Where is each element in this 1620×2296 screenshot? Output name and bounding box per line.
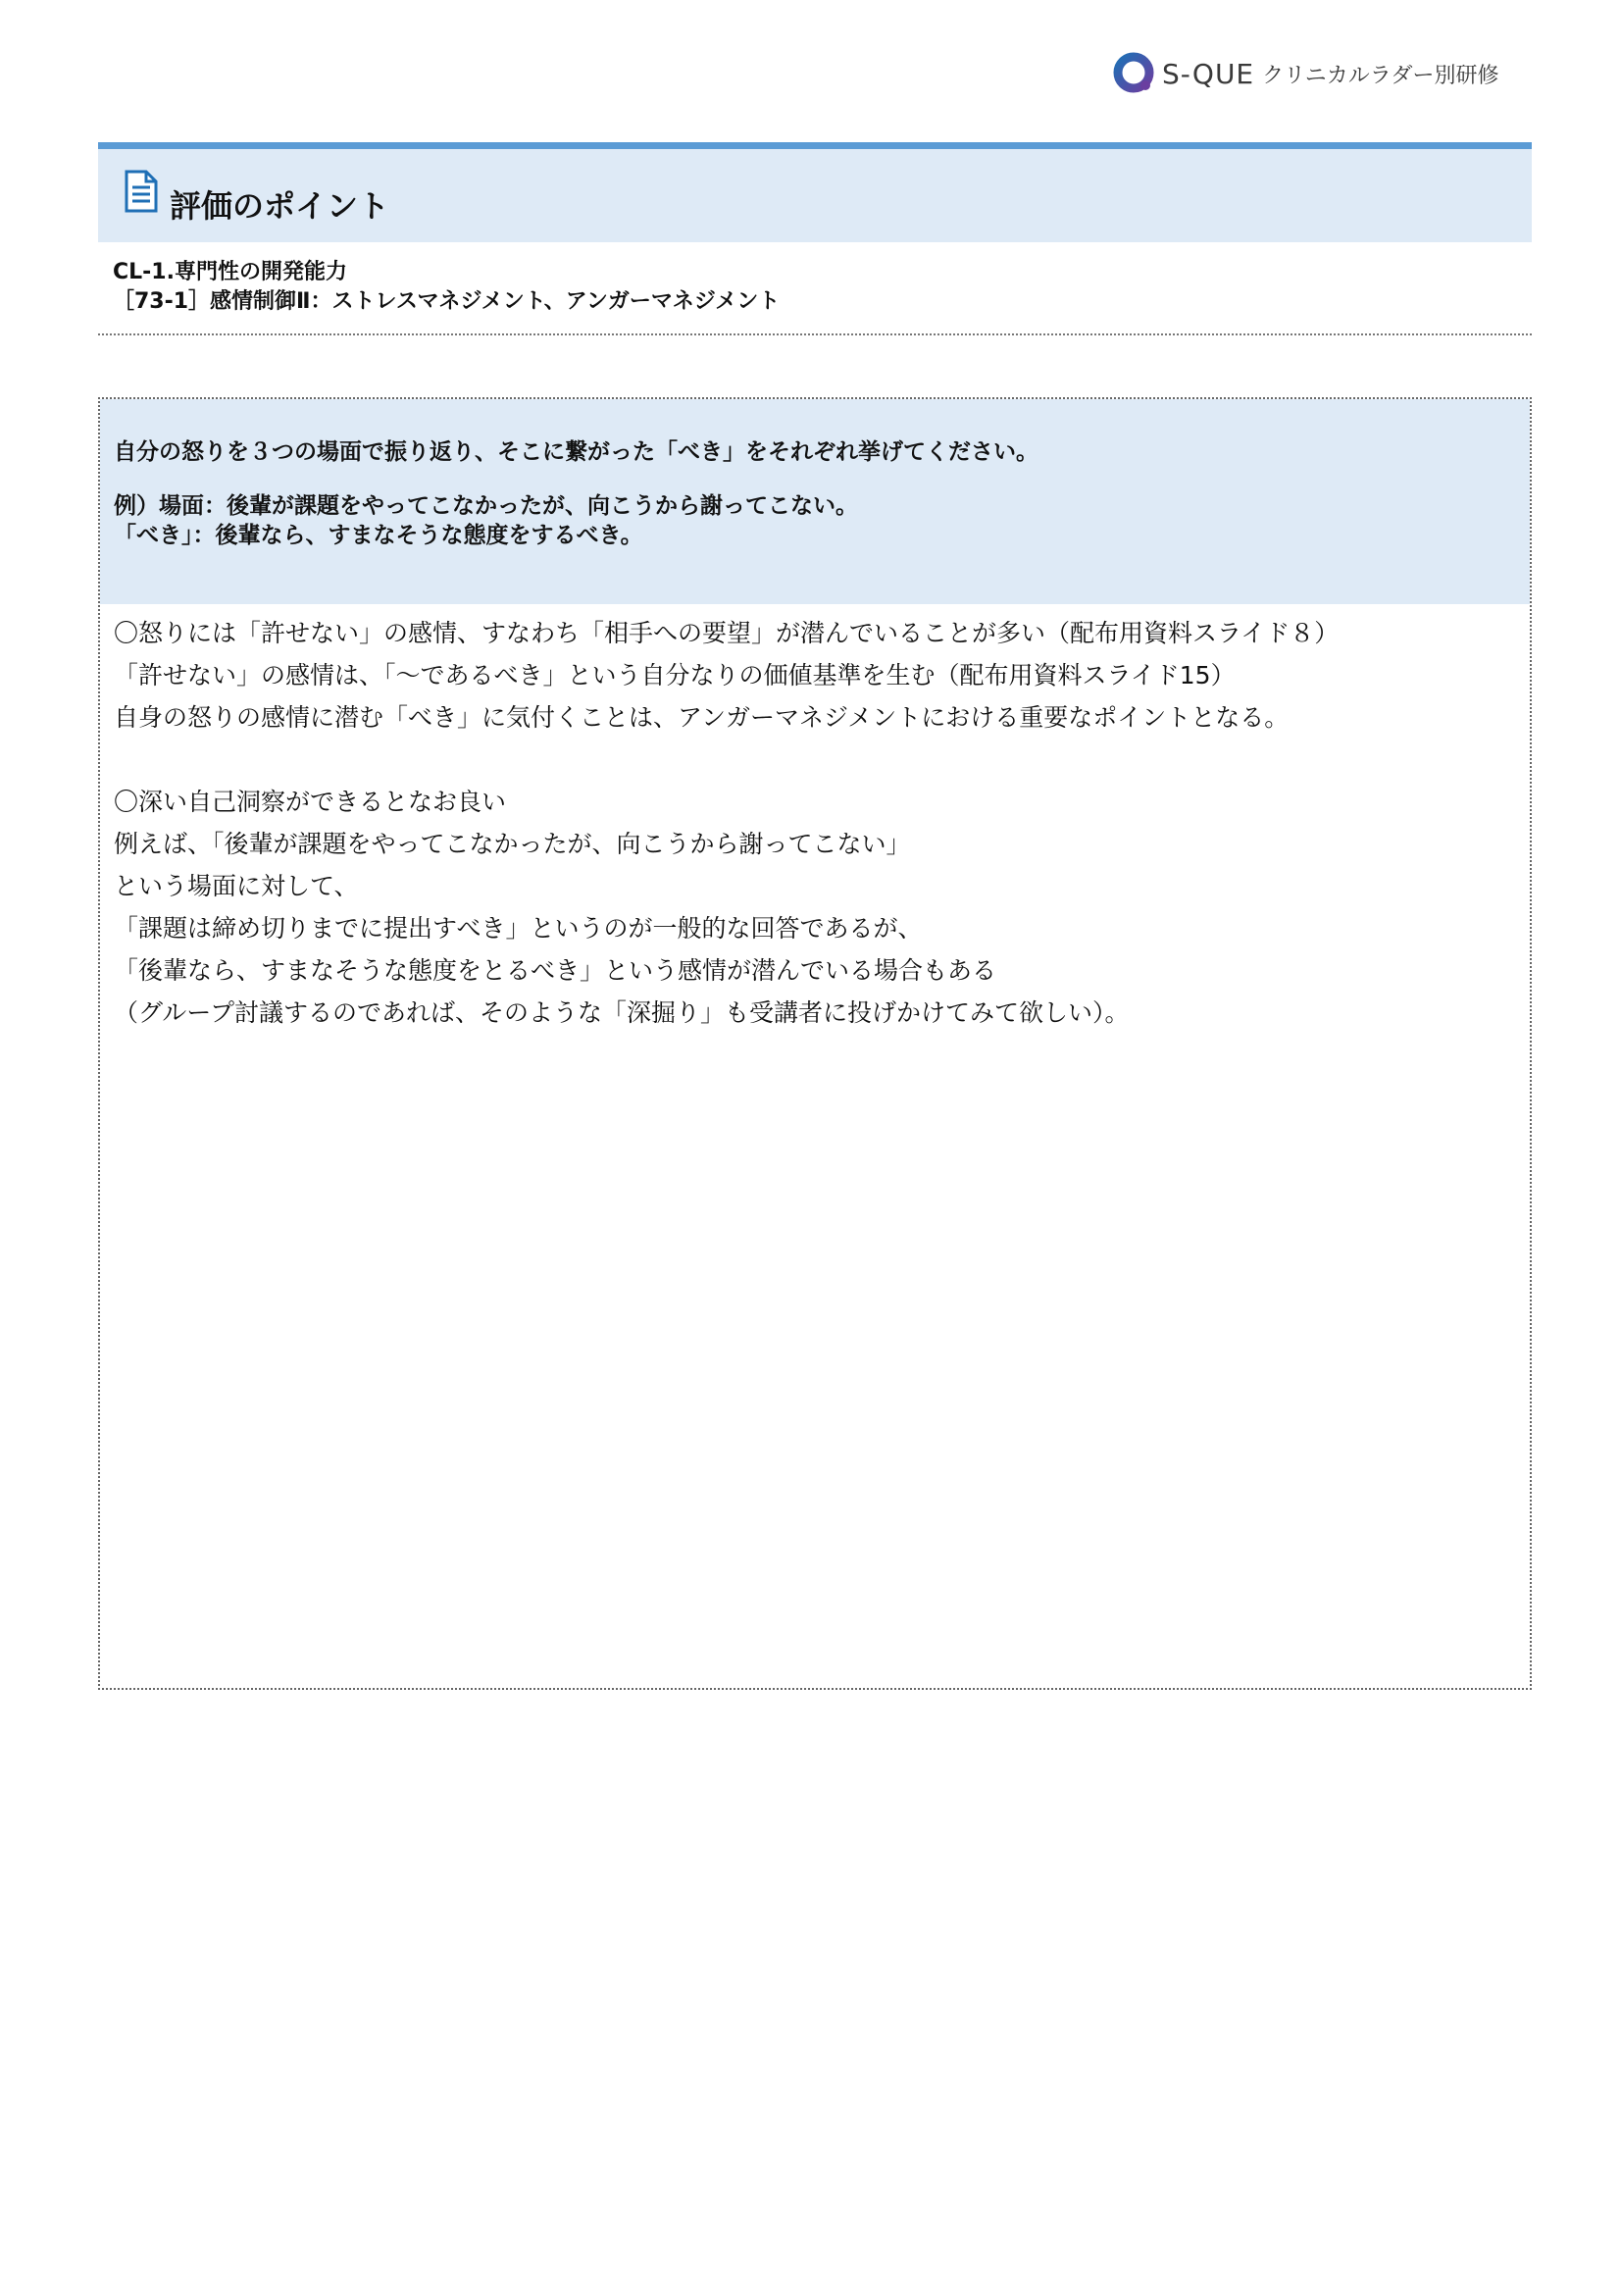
- section-header: [98, 142, 1532, 242]
- answer-line: （グループ討議するのであれば、そのような「深掘り」も受講者に投げかけてみて欲しい）。: [114, 998, 1130, 1027]
- example-line-1: 例）場面：後輩が課題をやってこなかったが、向こうから謝ってこない。: [114, 493, 858, 519]
- answer-panel: [100, 604, 1530, 1042]
- example-block: [114, 491, 1516, 550]
- course-info: [113, 258, 780, 317]
- course-topic: ［73-1］感情制御Ⅱ：ストレスマネジメント、アンガーマネジメント: [113, 289, 781, 314]
- answer-line: 例えば、「後輩が課題をやってこなかったが、向こうから謝ってこない」: [114, 830, 911, 858]
- page-title: 評価のポイント: [170, 186, 390, 225]
- example-line-2: 「べき」：後輩なら、すまなそうな態度をするべき。: [114, 523, 643, 548]
- logo-subtitle: クリニカルラダー別研修: [1262, 63, 1499, 88]
- answer-line: という場面に対して、: [114, 872, 359, 900]
- logo-brand: S-QUE: [1162, 57, 1255, 90]
- answer-line: 「課題は締め切りまでに提出すべき」というのが一般的な回答であるが、: [114, 914, 923, 943]
- answer-line: 〇深い自己洞察ができるとなお良い: [114, 788, 507, 816]
- logo-mark-icon: [1113, 52, 1156, 95]
- divider: [98, 333, 1532, 335]
- answer-line: 「後輩なら、すまなそうな態度をとるべき」という感情が潜んでいる場合もある: [114, 956, 997, 985]
- answer-line: [114, 739, 1516, 781]
- answer-line: 自身の怒りの感情に潜む「べき」に気付くことは、アンガーマネジメントにおける重要なポイントとなる。: [114, 703, 1290, 732]
- answer-line: 「許せない」の感情は、「～であるべき」という自分なりの価値基準を生む（配布用資料スライド15）: [114, 661, 1236, 689]
- question-prompt: 自分の怒りを３つの場面で振り返り、そこに繋がった「べき」をそれぞれ挙げてください。: [114, 439, 1038, 465]
- course-category: CL-1.専門性の開発能力: [113, 260, 347, 284]
- answer-line: 〇怒りには「許せない」の感情、すなわち「相手への要望」が潜んでいることが多い（配布用資料スライド８）: [114, 619, 1340, 647]
- logo: [1113, 49, 1535, 98]
- document-icon: [125, 170, 158, 213]
- question-panel: [100, 399, 1530, 604]
- evaluation-box: [98, 397, 1532, 1690]
